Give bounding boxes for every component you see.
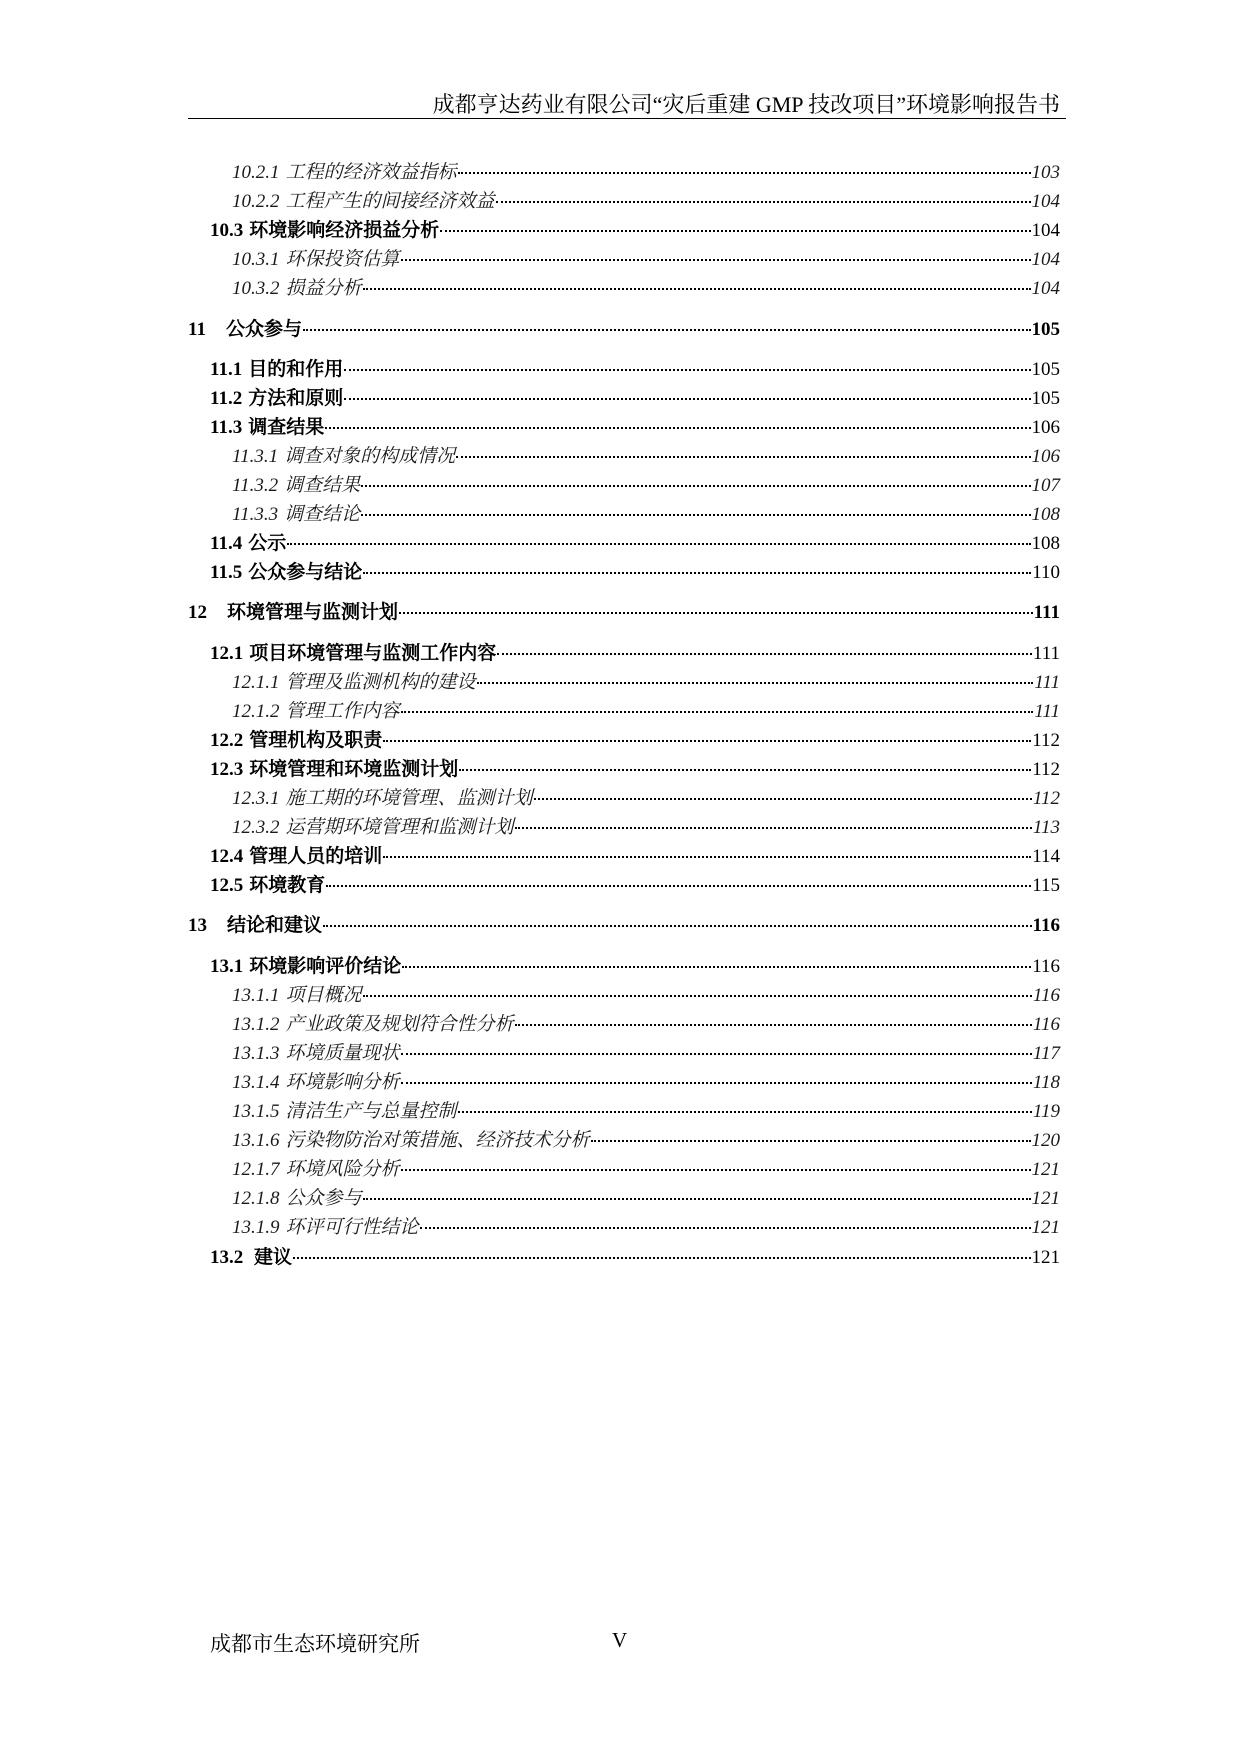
toc-entry[interactable] xyxy=(188,552,1060,582)
toc-entry-number: 12 xyxy=(188,602,207,624)
toc-entry-title: 管理人员的培训 xyxy=(249,846,383,868)
toc-leader-dots xyxy=(440,230,1030,232)
toc-entry[interactable] xyxy=(188,778,1060,808)
toc-entry-title: 环保投资估算 xyxy=(285,249,400,271)
toc-leader-dots xyxy=(383,740,1031,742)
toc-leader-dots xyxy=(361,514,1030,516)
toc-entry-page: 106 xyxy=(1031,416,1060,438)
toc-entry-number: 13.1.6 xyxy=(232,1130,280,1152)
toc-entry-title: 结论和建议 xyxy=(227,915,323,937)
toc-entry-title: 公众参与 xyxy=(285,1188,362,1210)
toc-entry-title: 管理工作内容 xyxy=(285,700,400,722)
toc-entry-title: 污染物防治对策措施、经济技术分析 xyxy=(285,1130,590,1152)
toc-entry-number: 12.3.2 xyxy=(232,817,280,839)
toc-leader-dots xyxy=(401,1169,1031,1171)
toc-entry-number: 10.2.1 xyxy=(232,162,280,183)
toc-entry-page: 112 xyxy=(1032,788,1060,809)
toc-entry-label xyxy=(188,957,401,976)
toc-entry[interactable] xyxy=(188,1178,1060,1208)
page-header xyxy=(188,86,1066,119)
toc-leader-dots xyxy=(458,172,1031,174)
toc-entry-number: 10.2.2 xyxy=(232,191,280,213)
toc-entry-number: 11.3 xyxy=(210,416,243,438)
toc-entry[interactable] xyxy=(188,436,1060,466)
toc-entry-page: 108 xyxy=(1031,504,1060,526)
toc-leader-dots xyxy=(344,369,1030,371)
toc-entry[interactable] xyxy=(188,865,1060,895)
toc-entry-number: 12.3 xyxy=(210,758,244,780)
toc-entry-page: 105 xyxy=(1031,387,1060,409)
toc-entry-label xyxy=(188,505,360,524)
toc-entry-title: 环境影响评价结论 xyxy=(249,955,402,977)
toc-entry-title: 项目概况 xyxy=(285,984,362,1006)
toc-entry-number: 12.1 xyxy=(210,642,244,664)
toc-entry-page: 104 xyxy=(1031,249,1060,271)
toc-entry-label xyxy=(188,320,302,339)
toc-entry-page: 104 xyxy=(1031,278,1060,300)
toc-leader-dots xyxy=(458,1111,1032,1113)
toc-leader-dots xyxy=(515,1024,1032,1026)
toc-entry-title: 清洁生产与总量控制 xyxy=(285,1101,457,1122)
toc-entry-label xyxy=(188,673,476,692)
toc-leader-dots xyxy=(401,711,1034,713)
footer-page-number: V xyxy=(612,1628,628,1652)
toc-entry-page: 121 xyxy=(1031,1188,1060,1210)
toc-entry-title: 环境管理和环境监测计划 xyxy=(249,758,459,780)
toc-entry-number: 13.1.5 xyxy=(232,1101,280,1122)
toc-entry[interactable] xyxy=(188,523,1060,553)
toc-entry-label xyxy=(188,250,400,269)
toc-leader-dots xyxy=(497,653,1032,655)
toc-entry-label xyxy=(188,644,496,663)
toc-leader-dots xyxy=(325,427,1030,429)
toc-entry-label xyxy=(188,1073,400,1092)
toc-entry-page: 106 xyxy=(1031,445,1060,467)
toc-entry-number: 11.1 xyxy=(210,358,243,380)
toc-leader-dots xyxy=(383,856,1031,858)
toc-entry-number: 13.1.1 xyxy=(232,984,280,1006)
toc-entry-label xyxy=(188,1160,400,1179)
toc-entry-page: 105 xyxy=(1031,358,1060,380)
toc-leader-dots xyxy=(401,1082,1032,1084)
toc-entry[interactable] xyxy=(188,1091,1060,1121)
toc-entry[interactable] xyxy=(188,946,1060,976)
toc-entry-page: 121 xyxy=(1031,1159,1060,1181)
toc-entry-title: 环境风险分析 xyxy=(285,1159,400,1181)
toc-entry-page: 104 xyxy=(1031,220,1060,242)
toc-entry-page: 108 xyxy=(1031,533,1060,555)
toc-entry-page: 111 xyxy=(1034,700,1060,722)
toc-leader-dots xyxy=(363,288,1031,290)
toc-entry-number: 13.1.9 xyxy=(232,1217,280,1239)
toc-entry-title: 环境影响分析 xyxy=(285,1071,400,1093)
toc-entry-number: 12.3.1 xyxy=(232,788,280,809)
toc-entry-title: 公示 xyxy=(248,533,287,555)
footer-org: 成都市生态环境研究所 xyxy=(210,1632,420,1656)
toc-entry-label xyxy=(188,1015,514,1034)
toc-entry[interactable] xyxy=(188,1207,1060,1237)
toc-entry-page: 104 xyxy=(1031,191,1060,213)
toc-entry-title: 工程产生的间接经济效益 xyxy=(285,191,495,213)
toc-entry[interactable] xyxy=(188,378,1060,408)
toc-entry-number: 11.3.2 xyxy=(232,475,279,496)
toc-entry-label xyxy=(188,986,362,1005)
toc-entry-number: 12.1.1 xyxy=(232,671,280,693)
toc-entry-number: 13.1.3 xyxy=(232,1042,280,1064)
toc-entry[interactable] xyxy=(188,720,1060,750)
toc-entry-number: 11.3.1 xyxy=(232,445,279,467)
toc-entry-number: 12.1.8 xyxy=(232,1188,280,1210)
toc-entry-title: 调查结果 xyxy=(284,475,361,496)
toc-leader-dots xyxy=(293,1257,1030,1259)
toc-entry[interactable] xyxy=(188,210,1060,240)
toc-entry-label xyxy=(188,221,439,240)
toc-entry-label xyxy=(188,279,362,298)
toc-entry-number: 11.4 xyxy=(210,533,243,555)
toc-entry[interactable] xyxy=(188,905,1060,935)
toc-leader-dots xyxy=(361,485,1030,487)
toc-entry[interactable] xyxy=(188,465,1060,495)
toc-entry-label xyxy=(188,876,325,895)
toc-leader-dots xyxy=(363,572,1031,574)
toc-entry-number: 11.2 xyxy=(210,387,243,409)
toc-entry-title: 建议 xyxy=(249,1246,293,1268)
toc-entry-number: 12.1.2 xyxy=(232,700,280,722)
toc-entry-page: 112 xyxy=(1032,758,1060,780)
toc-entry[interactable] xyxy=(188,633,1060,663)
toc-leader-dots xyxy=(401,259,1031,261)
toc-entry-number: 10.3.1 xyxy=(232,249,280,271)
toc-entry-label xyxy=(188,476,360,495)
toc-entry-title: 公众参与 xyxy=(225,318,302,340)
toc-entry-page: 110 xyxy=(1032,562,1060,584)
toc-entry-number: 13.1.4 xyxy=(232,1071,280,1093)
toc-entry[interactable] xyxy=(188,1004,1060,1034)
toc-leader-dots xyxy=(303,329,1031,331)
toc-entry-title: 调查结果 xyxy=(248,416,325,438)
toc-leader-dots xyxy=(363,995,1032,997)
toc-entry-label xyxy=(188,760,458,779)
toc-entry[interactable] xyxy=(188,1062,1060,1092)
toc-entry-page: 121 xyxy=(1031,1217,1060,1239)
toc-entry-label xyxy=(188,916,322,935)
toc-entry-label xyxy=(188,563,362,582)
toc-leader-dots xyxy=(363,1198,1031,1200)
toc-entry-page: 112 xyxy=(1032,729,1060,751)
toc-entry[interactable] xyxy=(188,592,1060,622)
toc-entry[interactable] xyxy=(188,239,1060,269)
toc-entry-label xyxy=(188,1044,400,1063)
toc-entry-label xyxy=(188,818,514,837)
toc-leader-dots xyxy=(496,201,1031,203)
toc-entry[interactable] xyxy=(188,1120,1060,1150)
toc-entry-label xyxy=(188,1189,362,1208)
toc-leader-dots xyxy=(534,798,1032,800)
toc-entry-title: 目的和作用 xyxy=(248,358,344,380)
toc-entry[interactable] xyxy=(188,1237,1060,1267)
toc-entry-number: 11 xyxy=(188,318,206,340)
toc-entry-number: 13.2 xyxy=(210,1246,244,1268)
toc-entry-title: 调查结论 xyxy=(284,504,361,526)
toc-leader-dots xyxy=(420,1227,1031,1229)
toc-leader-dots xyxy=(515,827,1032,829)
toc-entry-page: 116 xyxy=(1032,915,1060,937)
toc-entry[interactable] xyxy=(188,494,1060,524)
toc-leader-dots xyxy=(323,925,1032,927)
toc-entry[interactable] xyxy=(188,1149,1060,1179)
toc-leader-dots xyxy=(401,1053,1032,1055)
toc-entry-label xyxy=(188,447,455,466)
toc-entry-label xyxy=(188,603,398,622)
toc-entry-number: 12.5 xyxy=(210,875,244,897)
toc-leader-dots xyxy=(399,612,1033,614)
toc-entry[interactable] xyxy=(188,268,1060,298)
toc-leader-dots xyxy=(459,769,1031,771)
toc-entry-title: 产业政策及规划符合性分析 xyxy=(285,1013,514,1035)
toc-leader-dots xyxy=(287,543,1030,545)
toc-entry-number: 12.1.7 xyxy=(232,1159,280,1181)
toc-entry-number: 11.5 xyxy=(210,562,243,584)
toc-entry-page: 103 xyxy=(1031,162,1060,183)
toc-entry-page: 115 xyxy=(1032,875,1060,897)
toc-entry-label xyxy=(188,1102,457,1121)
toc-entry[interactable] xyxy=(188,807,1060,837)
toc-entry-title: 工程的经济效益指标 xyxy=(285,162,457,183)
toc-entry-title: 管理机构及职责 xyxy=(249,729,383,751)
toc-leader-dots xyxy=(477,682,1034,684)
toc-entry-title: 环境质量现状 xyxy=(285,1042,400,1064)
toc-leader-dots xyxy=(591,1140,1031,1142)
toc-entry-page: 113 xyxy=(1032,817,1060,839)
toc-entry-page: 105 xyxy=(1031,318,1060,340)
toc-entry-page: 117 xyxy=(1032,1042,1060,1064)
toc-entry-label xyxy=(188,1248,292,1267)
toc-entry-page: 119 xyxy=(1032,1101,1060,1122)
toc-entry-label xyxy=(188,389,343,408)
toc-entry-label xyxy=(188,418,324,437)
toc-entry-page: 121 xyxy=(1031,1246,1060,1268)
toc-entry-title: 运营期环境管理和监测计划 xyxy=(285,817,514,839)
toc-entry-title: 环评可行性结论 xyxy=(285,1217,419,1239)
toc-entry-number: 11.3.3 xyxy=(232,504,279,526)
toc-entry-title: 环境影响经济损益分析 xyxy=(249,220,440,242)
toc-entry-label xyxy=(188,847,382,866)
toc-entry[interactable] xyxy=(188,1033,1060,1063)
toc-entry-title: 公众参与结论 xyxy=(248,562,363,584)
toc-entry-number: 12.4 xyxy=(210,846,244,868)
toc-entry[interactable] xyxy=(188,152,1060,182)
toc-entry[interactable] xyxy=(188,836,1060,866)
toc-entry-number: 10.3 xyxy=(210,220,244,242)
toc-entry[interactable] xyxy=(188,749,1060,779)
toc-entry-page: 118 xyxy=(1032,1071,1060,1093)
toc-entry-label xyxy=(188,192,495,211)
toc-entry-title: 项目环境管理与监测工作内容 xyxy=(249,642,497,664)
toc-entry-label xyxy=(188,702,400,721)
toc-entry-page: 114 xyxy=(1032,846,1060,868)
toc-entry[interactable] xyxy=(188,407,1060,437)
toc-entry[interactable] xyxy=(188,309,1060,339)
toc-entry-number: 13.1.2 xyxy=(232,1013,280,1035)
toc-leader-dots xyxy=(456,456,1030,458)
toc-entry-page: 120 xyxy=(1031,1130,1060,1152)
toc-entry-title: 损益分析 xyxy=(285,278,362,300)
toc-entry[interactable] xyxy=(188,975,1060,1005)
toc-entry-title: 调查对象的构成情况 xyxy=(284,445,456,467)
toc-entry-title: 施工期的环境管理、监测计划 xyxy=(285,788,533,809)
toc-entry-number: 13.1 xyxy=(210,955,244,977)
toc-entry-label xyxy=(188,163,457,182)
toc-leader-dots xyxy=(402,966,1031,968)
toc-entry[interactable] xyxy=(188,662,1060,692)
toc-entry-label xyxy=(188,1131,590,1150)
toc-entry-label xyxy=(188,360,343,379)
toc-entry[interactable] xyxy=(188,181,1060,211)
toc-entry-number: 12.2 xyxy=(210,729,244,751)
toc-entry-label xyxy=(188,534,286,553)
toc-leader-dots xyxy=(344,398,1030,400)
toc-entry-title: 环境管理与监测计划 xyxy=(227,602,399,624)
toc-entry-label xyxy=(188,789,533,808)
toc-leader-dots xyxy=(326,885,1031,887)
toc-entry[interactable] xyxy=(188,349,1060,379)
toc-entry-number: 10.3.2 xyxy=(232,278,280,300)
toc-entry-title: 环境教育 xyxy=(249,875,326,897)
toc-entry-page: 111 xyxy=(1033,602,1060,624)
toc-entry-page: 111 xyxy=(1032,642,1060,664)
toc-entry-title: 方法和原则 xyxy=(248,387,344,409)
toc-entry-page: 116 xyxy=(1032,1013,1060,1035)
header-title: 成都亨达药业有限公司“灾后重建 GMP 技改项目”环境影响报告书 xyxy=(432,92,1060,117)
toc-entry-number: 13 xyxy=(188,915,207,937)
toc-entry-label xyxy=(188,731,382,750)
toc-entry-page: 107 xyxy=(1031,475,1060,496)
toc-entry-page: 116 xyxy=(1032,955,1060,977)
toc-entry-label xyxy=(188,1218,419,1237)
toc-entry-page: 111 xyxy=(1034,671,1060,693)
toc-entry-title: 管理及监测机构的建设 xyxy=(285,671,476,693)
toc-entry-page: 116 xyxy=(1032,984,1060,1006)
toc-entry[interactable] xyxy=(188,691,1060,721)
